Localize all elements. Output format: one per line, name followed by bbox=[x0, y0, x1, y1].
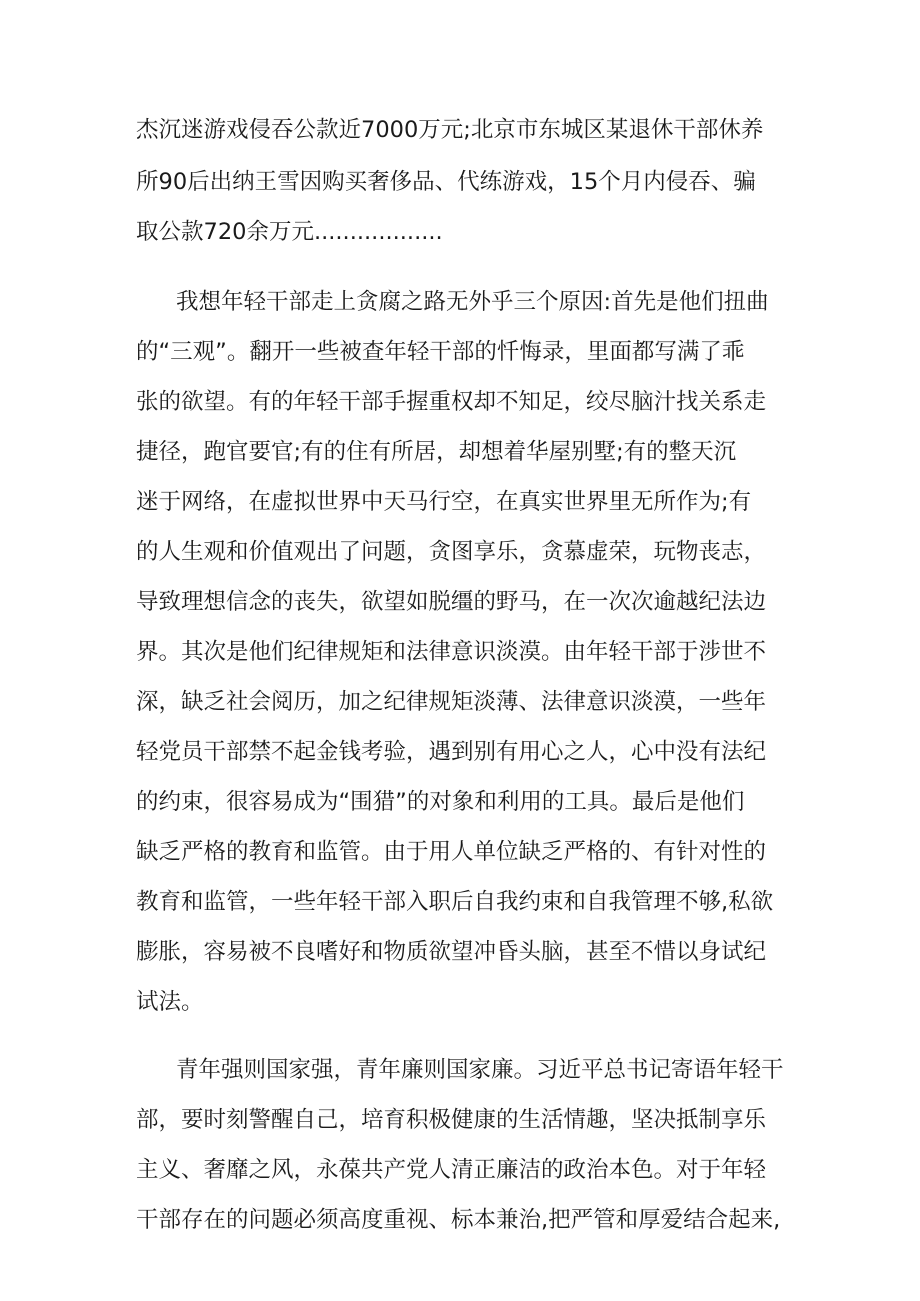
text-line: 界。其次是他们纪律规矩和法律意识淡漠。由年轻干部于涉世不 bbox=[136, 639, 767, 665]
text-line: 轻党员干部禁不起金钱考验，遇到别有用心之人，心中没有法纪 bbox=[136, 739, 767, 765]
text-line: 膨胀，容易被不良嗜好和物质欲望冲昏头脑，甚至不惜以身试纪 bbox=[136, 939, 767, 965]
text-line: 教育和监管，一些年轻干部入职后自我约束和自我管理不够,私欲 bbox=[136, 889, 774, 915]
text-line: 张的欲望。有的年轻干部手握重权却不知足，绞尽脑汁找关系走 bbox=[136, 389, 767, 415]
text-line: 干部存在的问题必须高度重视、标本兼治,把严管和厚爱结合起来, bbox=[136, 1207, 781, 1233]
text-line: 迷于网络，在虚拟世界中天马行空，在真实世界里无所作为;有 bbox=[136, 489, 752, 515]
text-line: 的约束，很容易成为“围猎”的对象和利用的工具。最后是他们 bbox=[136, 789, 745, 815]
text-line: 试法。 bbox=[136, 989, 204, 1015]
text-line: 部，要时刻警醒自己，培育积极健康的生活情趣，坚决抵制享乐 bbox=[136, 1107, 767, 1133]
text-line: 我想年轻干部走上贪腐之路无外乎三个原因:首先是他们扭曲 bbox=[176, 289, 769, 315]
text-line: 的人生观和价值观出了问题，贪图享乐，贪慕虚荣，玩物丧志， bbox=[136, 539, 767, 565]
text-line: 缺乏严格的教育和监管。由于用人单位缺乏严格的、有针对性的 bbox=[136, 839, 767, 865]
text-line: 杰沉迷游戏侵吞公款近7000万元;北京市东城区某退休干部休养 bbox=[136, 117, 764, 143]
text-line: 青年强则国家强，青年廉则国家廉。习近平总书记寄语年轻干 bbox=[176, 1057, 784, 1083]
text-line: 的“三观”。翻开一些被查年轻干部的忏悔录，里面都写满了乖 bbox=[136, 339, 745, 365]
text-line: 捷径，跑官要官;有的住有所居，却想着华屋别墅;有的整天沉 bbox=[136, 439, 737, 465]
text-line: 导致理想信念的丧失，欲望如脱缰的野马，在一次次逾越纪法边 bbox=[136, 589, 767, 615]
text-line: 所90后出纳王雪因购买奢侈品、代练游戏，15个月内侵吞、骗 bbox=[136, 169, 756, 195]
text-line: 取公款720余万元.................. bbox=[136, 219, 443, 245]
text-line: 主义、奢靡之风，永葆共产党人清正廉洁的政治本色。对于年轻 bbox=[136, 1157, 767, 1183]
text-line: 深，缺乏社会阅历，加之纪律规矩淡薄、法律意识淡漠，一些年 bbox=[136, 689, 767, 715]
